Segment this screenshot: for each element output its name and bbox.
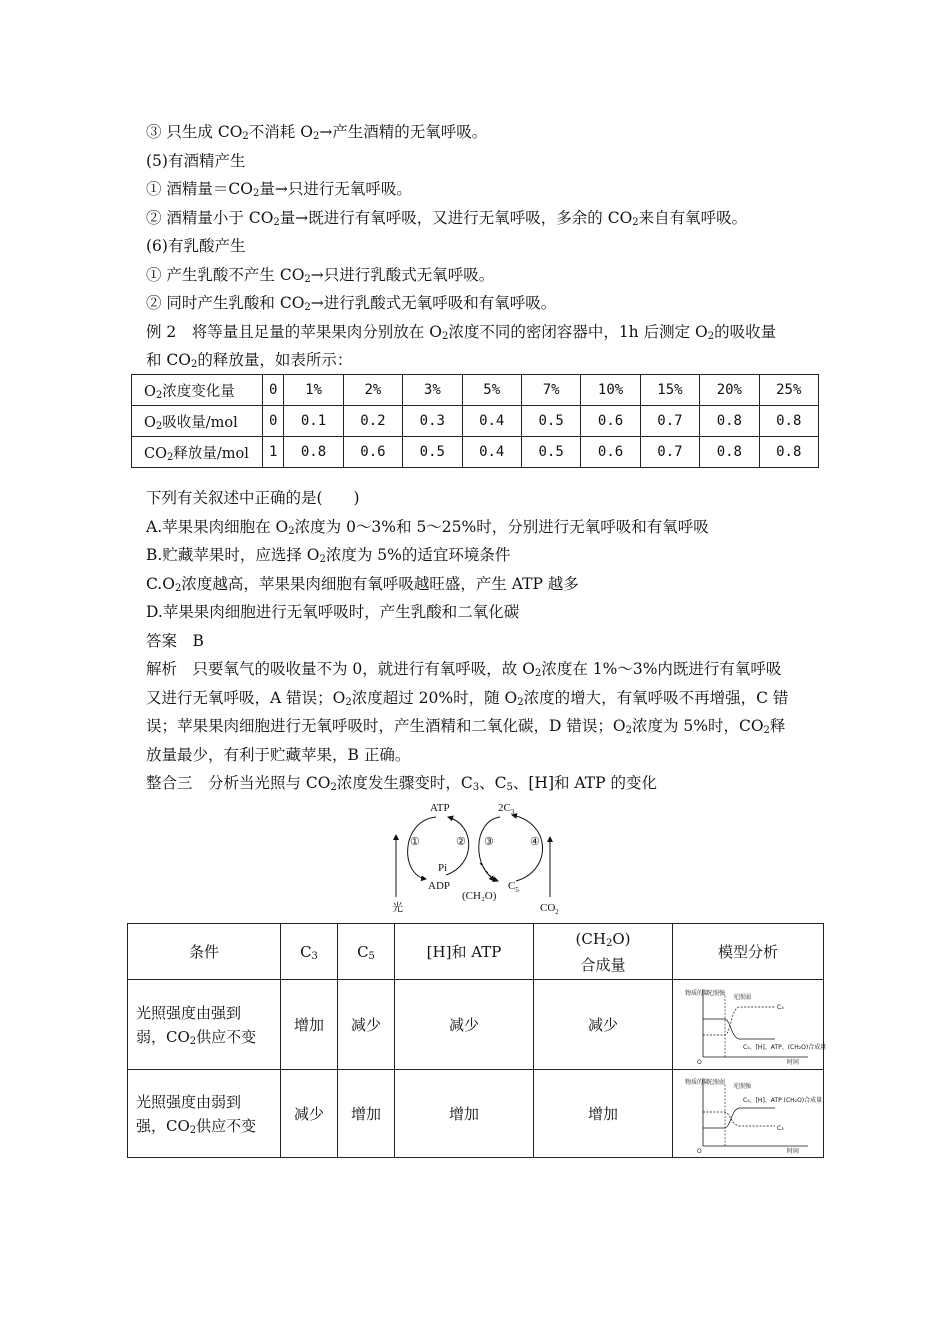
- chart-xlabel: 时间: [787, 1058, 800, 1066]
- intro-block: [146, 118, 826, 375]
- section-heading: (6)有乳酸产生: [146, 237, 246, 255]
- table-cell: 0.7: [640, 437, 699, 468]
- explanation-line: 解析 只要氧气的吸收量不为 0，就进行有氧呼吸，故 $O_2$浓度在 1%～3%内既进行有氧呼吸: [146, 660, 782, 679]
- chart-label: C₅、[H]、ATP (CH₂O)合成量: [743, 1096, 823, 1104]
- c3-cell: 增加: [281, 980, 338, 1070]
- c3-line: [703, 1007, 775, 1035]
- answer: 答案 B: [146, 631, 204, 650]
- cycle-arrow: [512, 815, 543, 881]
- table-cell: 0.8: [759, 406, 818, 437]
- c3-line: [703, 1112, 775, 1126]
- cycle-arrow: [408, 817, 436, 879]
- chart-label: C₅、[H]、ATP、(CH₂O)合成量: [743, 1043, 827, 1051]
- header-ch2o: $(CH_2O)$ 合成量: [534, 924, 673, 980]
- option-d: D.苹果果肉细胞进行无氧呼吸时，产生乳酸和二氧化碳: [146, 603, 520, 621]
- chart-origin: O: [697, 1147, 702, 1155]
- table-cell: 0.6: [581, 406, 640, 437]
- section-heading: 整合三 分析当光照与 $CO_2$浓度发生骤变时，$C_3$、$C_5$、[H]和 ATP 的变化: [146, 774, 657, 793]
- chart-ylabel: 物质的量: [685, 989, 710, 997]
- table-row: [128, 1070, 824, 1158]
- cycle-arrow: [479, 817, 500, 881]
- header-c3: $C_3$: [281, 924, 338, 980]
- table-cell: 5%: [462, 375, 521, 406]
- c5-label: $C_5$: [508, 880, 519, 894]
- table-row: [132, 406, 819, 437]
- table-cell: 0.5: [521, 437, 580, 468]
- adp-label: ADP: [428, 880, 451, 892]
- model-cell: [673, 980, 827, 1070]
- header-c5: $C_5$: [338, 924, 395, 980]
- chart-origin: O: [697, 1058, 702, 1066]
- calvin-cycle-diagram: [380, 795, 590, 915]
- text-line: ② 酒精量小于 $CO_2$量→既进行有氧呼吸，又进行无氧呼吸，多余的 $CO_2$来自有氧呼吸。: [146, 208, 748, 228]
- table-cell: 0.3: [403, 406, 462, 437]
- table-cell: 0.6: [581, 437, 640, 468]
- explanation-line: 误；苹果果肉细胞进行无氧呼吸时，产生酒精和二氧化碳，D 错误；$O_2$浓度为 5%时，$CO_2$释: [146, 717, 786, 736]
- chart-xlabel: 时间: [787, 1147, 800, 1155]
- table-cell: 15%: [640, 375, 699, 406]
- table-cell: 0: [263, 375, 284, 406]
- chart-label: 光照弱: [707, 1078, 726, 1086]
- h-atp-cell: 增加: [395, 1070, 534, 1158]
- table-cell: 0.8: [700, 437, 759, 468]
- chart-label: 光照强: [707, 989, 726, 997]
- condition-cell: 光照强度由强到 弱，$CO_2$供应不变: [128, 980, 281, 1070]
- table-cell: 0.4: [462, 406, 521, 437]
- condition-cell: 光照强度由弱到 强，$CO_2$供应不变: [128, 1070, 281, 1158]
- table-cell: 3%: [403, 375, 462, 406]
- table-cell: 20%: [700, 375, 759, 406]
- table-cell: 0.8: [700, 406, 759, 437]
- atp-line: [703, 1108, 775, 1128]
- header-model: 模型分析: [673, 924, 824, 980]
- atp-label: ATP: [430, 802, 450, 814]
- table-cell: 0.5: [403, 437, 462, 468]
- o2-co2-table: [131, 374, 819, 468]
- question-block: [146, 484, 788, 798]
- ch2o-cell: 减少: [534, 980, 673, 1070]
- model-cell: [673, 1070, 824, 1158]
- table-cell: 25%: [759, 375, 818, 406]
- option-b: B.贮藏苹果时，应选择 $O_2$浓度为 5%的适宜环境条件: [146, 546, 511, 565]
- table-cell: 0.1: [284, 406, 343, 437]
- table-row: [128, 980, 824, 1070]
- text-line: ② 同时产生乳酸和 $CO_2\to$进行乳酸式无氧呼吸和有氧呼吸。: [146, 294, 557, 313]
- c3-cell: 减少: [281, 1070, 338, 1158]
- explanation-line: 又进行无氧呼吸，A 错误；$O_2$浓度超过 20%时，随 $O_2$浓度的增大，有氧呼吸不再增强，C 错: [146, 688, 789, 708]
- table-cell: 0.2: [343, 406, 402, 437]
- table-cell: 7%: [521, 375, 580, 406]
- table-cell: 0.7: [640, 406, 699, 437]
- co2-label: $CO_2$: [540, 902, 559, 916]
- ch2o-label: (CH₂O): [462, 890, 497, 902]
- table-cell: 0.5: [521, 406, 580, 437]
- text-line: ③ 只生成 $CO_2$不消耗 $O_2\to$产生酒精的无氧呼吸。: [146, 123, 488, 142]
- chart-label: C₃: [777, 1124, 784, 1132]
- c3-label: $2C_3$: [498, 802, 515, 816]
- light-label: 光: [392, 902, 403, 914]
- step-2: ②: [456, 836, 466, 848]
- table-row: [132, 437, 819, 468]
- chart-label: 光照弱: [733, 993, 752, 1001]
- text-line: ① 产生乳酸不产生 $CO_2\to$只进行乳酸式无氧呼吸。: [146, 265, 495, 285]
- step-3: ③: [484, 836, 494, 848]
- c5-cell: 增加: [338, 1070, 395, 1158]
- chart-label: 光照强: [733, 1082, 752, 1090]
- header-condition: 条件: [128, 924, 281, 980]
- step-4: ④: [530, 836, 540, 848]
- row-header: $O_2$吸收量/mol: [132, 406, 263, 437]
- model-chart-strong-to-weak: [683, 985, 827, 1066]
- table-cell: 1%: [284, 375, 343, 406]
- option-c: $C.O_2$浓度越高，苹果果肉细胞有氧呼吸越旺盛，产生 ATP 越多: [146, 574, 579, 594]
- h-atp-cell: 减少: [395, 980, 534, 1070]
- option-a: A.苹果果肉细胞在 $O_2$浓度为 0～3%和 5～25%时，分别进行无氧呼吸和有氧呼吸: [146, 517, 709, 537]
- table-cell: 0.8: [759, 437, 818, 468]
- question-stem: 下列有关叙述中正确的是( ): [146, 489, 360, 507]
- ch2o-cell: 增加: [534, 1070, 673, 1158]
- table-cell: 0: [263, 406, 284, 437]
- row-header: $CO_2$释放量/mol: [132, 437, 263, 468]
- row-header: $O_2$浓度变化量: [132, 375, 263, 406]
- header-h-atp: [H]和 ATP: [395, 924, 534, 980]
- c5-cell: 减少: [338, 980, 395, 1070]
- table-cell: 10%: [581, 375, 640, 406]
- pi-label: Pi: [438, 862, 448, 874]
- table-cell: 2%: [343, 375, 402, 406]
- table-cell: 1: [263, 437, 284, 468]
- text-line: ① 酒精量$=CO_2$量→只进行无氧呼吸。: [146, 180, 412, 199]
- change-table: [127, 923, 827, 1158]
- section-heading: (5)有酒精产生: [146, 151, 246, 170]
- table-cell: 0.4: [462, 437, 521, 468]
- table-cell: 0.6: [343, 437, 402, 468]
- atp-line: [703, 1019, 775, 1039]
- model-chart-weak-to-strong: [683, 1074, 823, 1155]
- explanation-line: 放量最少，有利于贮藏苹果，B 正确。: [146, 745, 411, 764]
- table-row: [132, 375, 819, 406]
- example-stem: 和 $CO_2$的释放量，如表所示：: [146, 351, 353, 370]
- example-stem: 例 2 将等量且足量的苹果果肉分别放在 $O_2$浓度不同的密闭容器中，1h 后测定 $O_2$的吸收量: [146, 322, 777, 342]
- table-cell: 0.8: [284, 437, 343, 468]
- step-1: ①: [410, 836, 420, 848]
- chart-ylabel: 物质的量: [685, 1078, 710, 1086]
- chart-label: C₃: [777, 1003, 784, 1011]
- table-header-row: [128, 924, 824, 980]
